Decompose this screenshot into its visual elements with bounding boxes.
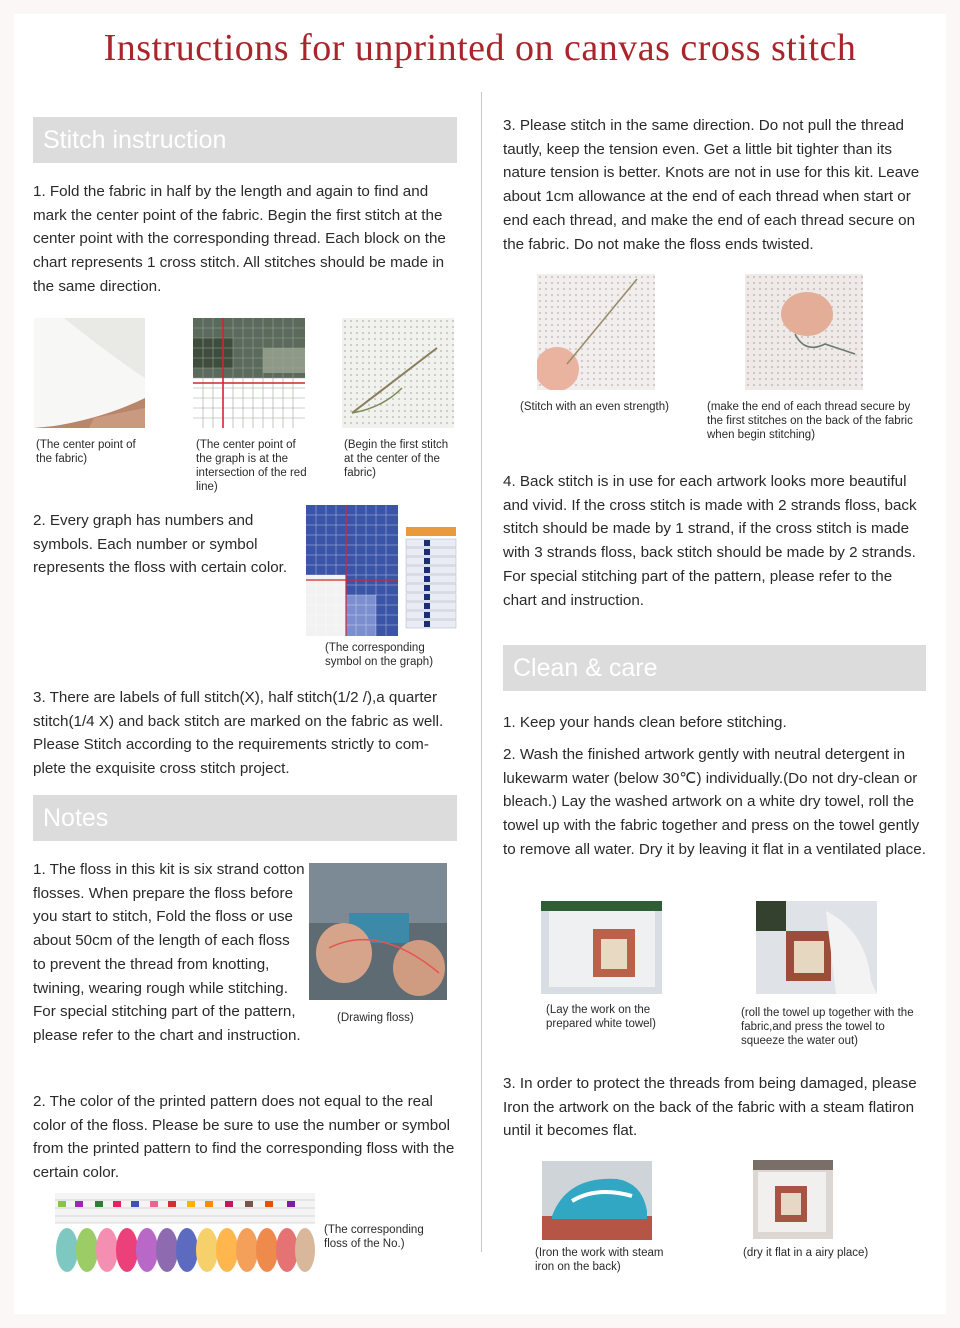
caption-drawing-floss: (Drawing floss) bbox=[337, 1012, 414, 1024]
notes-step-2: 2. The color of the printed pattern does not equal to the real color of the floss. Please be sure to use the number or symbol from the printed pattern to find the corresponding floss with the certain color. bbox=[33, 1093, 455, 1182]
secure-thread-photo bbox=[745, 274, 863, 390]
clean-step-2: 2. Wash the finished artwork gently with neutral detergent in lukewarm water (below 30℃) individually.(Do not dry-clean or bleach.) Lay the washed artwork on a white dry towel, roll the towel up with the fabric together and press on the towel gently to remove all water. Dry it by leaving it flat in a ventilated place. bbox=[503, 746, 926, 858]
floss-bundles-photo bbox=[55, 1193, 315, 1275]
iron-photo bbox=[542, 1161, 652, 1240]
stitch-step-4: 4. Back stitch is in use for each artwork looks more beautiful and vivid. If the cross stitch is made with 2 strands floss, back stitch should be made by 1 strand, if the cross stitch is made with 3 strands floss, back stitch should be made by 2 strands. For special stitching part of the pattern, please refer to the chart and instruction. bbox=[503, 473, 917, 609]
column-divider bbox=[481, 92, 482, 1252]
stitch-step-3: 3. There are labels of full stitch(X), half stitch(1/2 /),a quarter stitch(1/4 X) and back stitch are marked on the fabric as well. Please Stitch according to the requirements strictly to com- plete the exquisite cross stitch project. bbox=[33, 689, 444, 778]
stitch-instruction-heading: Stitch instruction bbox=[33, 117, 457, 163]
caption-secure-thread: (make the end of each thread secure by the first stitches on the back of the fabric when begin stitching) bbox=[707, 401, 913, 441]
caption-center-graph: (The center point of the graph is at the intersection of the red line) bbox=[196, 439, 307, 493]
clean-care-heading: Clean & care bbox=[503, 645, 926, 691]
towel-lay-photo bbox=[541, 901, 662, 994]
caption-center-fabric: (The center point of the fabric) bbox=[36, 439, 136, 465]
caption-lay-towel: (Lay the work on the prepared white towel) bbox=[546, 1004, 656, 1030]
clean-step-3: 3. In order to protect the threads from being damaged, please Iron the artwork on the back of the fabric with a steam flatiron until it becomes flat. bbox=[503, 1075, 917, 1140]
notes-step-1: 1. The floss in this kit is six strand cotton flosses. When prepare the floss before you start to stitch, Fold the floss or use about 50cm of the length of each floss to prevent the thread from knotting, twining, wearing rough while stitching. For special stitching part of the pattern, please refer to the chart and instruction. bbox=[33, 861, 305, 1044]
caption-roll-towel: (roll the towel up together with the fabric,and press the towel to squeeze the water out) bbox=[741, 1007, 914, 1047]
drawing-floss-photo bbox=[309, 863, 447, 1000]
folded-fabric-photo bbox=[34, 318, 145, 428]
towel-roll-photo bbox=[756, 901, 877, 994]
caption-dry-flat: (dry it flat in a airy place) bbox=[743, 1247, 869, 1259]
dry-flat-photo bbox=[753, 1160, 833, 1239]
caption-even-strength: (Stitch with an even strength) bbox=[520, 401, 669, 413]
caption-iron: (Iron the work with steam iron on the back) bbox=[535, 1247, 664, 1273]
notes-heading: Notes bbox=[33, 795, 457, 841]
even-strength-photo bbox=[537, 274, 655, 390]
symbol-chart-image bbox=[306, 505, 458, 636]
needle-fabric-photo bbox=[342, 318, 454, 428]
stitch-step-3-direction: 3. Please stitch in the same direction. Do not pull the thread tautly, keep the tension even. Get a little bit tighter than its nature tension is better. Knots are not in use for this kit. Leave about 1cm allowance at the end of each thread when start or end each thread, and make the end of each thread secure on the fabric. Do not make the floss ends twisted. bbox=[503, 117, 920, 253]
caption-begin-stitch: (Begin the first stitch at the center of the fabric) bbox=[344, 439, 449, 479]
stitch-step-1: 1. Fold the fabric in half by the length and again to find and mark the center point of the fabric. Begin the first stitch at the center point with the corresponding thread. Each block on the chart represents 1 cross stitch. All stitches should be made in the same direction. bbox=[33, 183, 446, 295]
caption-floss-no: (The corresponding floss of the No.) bbox=[324, 1224, 424, 1250]
page-title: Instructions for unprinted on canvas cross stitch bbox=[103, 27, 857, 69]
chart-center-photo bbox=[193, 318, 305, 428]
clean-step-1: 1. Keep your hands clean before stitching. bbox=[503, 714, 787, 731]
caption-symbol: (The corresponding symbol on the graph) bbox=[325, 642, 434, 668]
stitch-step-2: 2. Every graph has numbers and symbols. Each number or symbol represents the floss with certain color. bbox=[33, 512, 288, 577]
